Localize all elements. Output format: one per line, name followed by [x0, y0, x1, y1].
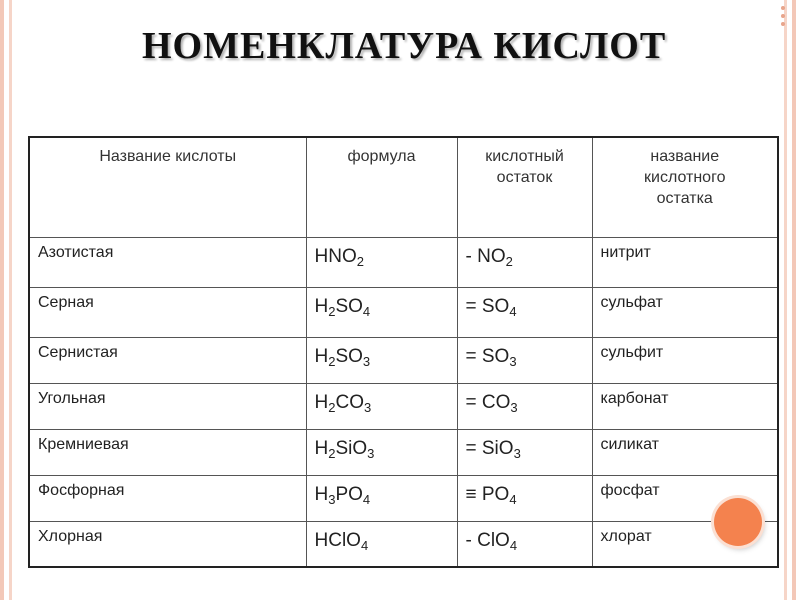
left-border-stripe [0, 0, 4, 600]
acid-residue-cell [457, 287, 592, 337]
left-border-stripe-inner [9, 0, 12, 600]
acid-residue-cell [457, 383, 592, 429]
subscript: 3 [509, 353, 517, 369]
subscript: 3 [513, 445, 521, 461]
chem-text: ≡ PO [465, 483, 510, 505]
subscript: 4 [509, 491, 517, 507]
chem-text: SO [335, 295, 363, 317]
chem-text: = SiO [465, 437, 514, 459]
acid-name-cell: Сернистая [29, 337, 306, 383]
residue-name-cell: силикат [592, 429, 778, 475]
acid-name-cell: Серная [29, 287, 306, 337]
decorative-dots [776, 6, 790, 26]
decorative-orange-circle [714, 498, 762, 546]
acid-residue-cell [457, 337, 592, 383]
subscript: 4 [360, 537, 369, 553]
chem-text: CO [335, 391, 364, 413]
subscript: 2 [328, 303, 336, 319]
formula-cell [306, 287, 457, 337]
acid-name-cell: Угольная [29, 383, 306, 429]
acid-name-cell: Азотистая [29, 237, 306, 287]
acid-name-cell: Кремниевая [29, 429, 306, 475]
acid-residue-cell [457, 429, 592, 475]
chem-text: H [314, 345, 329, 367]
right-border-stripe-inner [784, 0, 787, 600]
chem-text: SO [335, 345, 363, 367]
acid-residue-cell [457, 521, 592, 567]
subscript: 4 [509, 303, 517, 319]
residue-name-cell: сульфат [592, 287, 778, 337]
table-row [29, 429, 778, 475]
subscript: 4 [509, 537, 518, 553]
acid-name-cell: Фосфорная [29, 475, 306, 521]
chem-text: SiO [335, 437, 368, 459]
residue-name-cell: фосфат [592, 475, 778, 521]
chem-text: = SO [465, 345, 510, 367]
subscript: 4 [362, 303, 371, 319]
residue-name-cell: нитрит [592, 237, 778, 287]
table-header-row [29, 137, 778, 237]
chem-text: = CO [465, 391, 511, 413]
chem-text: HClO [314, 529, 361, 551]
slide-title: НОМЕНКЛАТУРА КИСЛОТ [142, 25, 667, 67]
formula-cell [306, 429, 457, 475]
table-row [29, 287, 778, 337]
subscript: 4 [362, 491, 371, 507]
table-row [29, 521, 778, 567]
table-row [29, 337, 778, 383]
residue-name-cell: карбонат [592, 383, 778, 429]
table-row [29, 383, 778, 429]
chem-text: H [314, 295, 329, 317]
header-residue-name: название кислотного остатка [592, 137, 778, 237]
header-acid-name: Название кислоты [29, 137, 306, 237]
subscript: 3 [328, 491, 336, 507]
chem-text: H [314, 391, 329, 413]
subscript: 3 [362, 353, 371, 369]
chem-text: H [314, 437, 329, 459]
formula-cell [306, 521, 457, 567]
subscript: 2 [328, 399, 336, 415]
subscript: 3 [367, 445, 375, 461]
acid-residue-cell [457, 475, 592, 521]
chem-text: H [314, 483, 329, 505]
subscript: 2 [328, 353, 336, 369]
residue-name-cell: хлорат [592, 521, 778, 567]
formula-cell [306, 475, 457, 521]
chem-text: - NO [465, 245, 506, 267]
acid-name-cell: Хлорная [29, 521, 306, 567]
table-row [29, 237, 778, 287]
residue-name-cell: сульфит [592, 337, 778, 383]
chem-text: HNO [314, 245, 357, 267]
subscript: 2 [505, 253, 513, 269]
subscript: 2 [328, 445, 336, 461]
right-border-stripe [792, 0, 796, 600]
formula-cell [306, 337, 457, 383]
formula-cell [306, 237, 457, 287]
subscript: 3 [510, 399, 518, 415]
subscript: 2 [356, 253, 364, 269]
acid-residue-cell [457, 237, 592, 287]
formula-cell [306, 383, 457, 429]
subscript: 3 [363, 399, 372, 415]
acids-nomenclature-table [28, 136, 779, 568]
header-formula: формула [306, 137, 457, 237]
header-acid-residue: кислотный остаток [457, 137, 592, 237]
chem-text: PO [335, 483, 363, 505]
table-row [29, 475, 778, 521]
chem-text: - ClO [465, 529, 510, 551]
chem-text: = SO [465, 295, 510, 317]
